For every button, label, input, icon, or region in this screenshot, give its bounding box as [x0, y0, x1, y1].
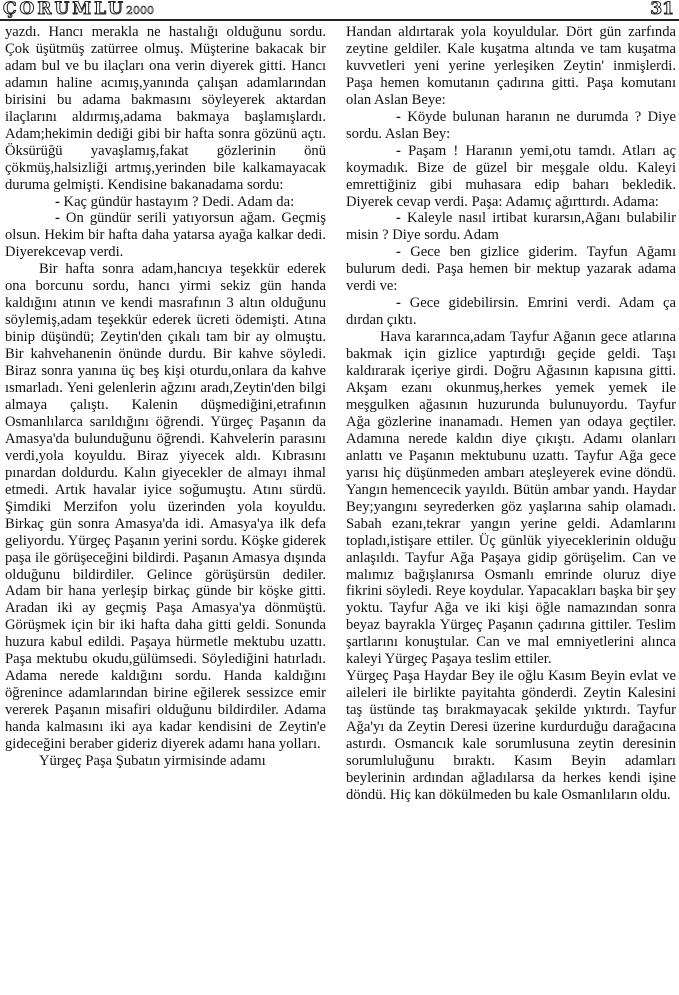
paragraph: Yürgeç Paşa Şubatın yirmisinde adamı [39, 752, 266, 769]
paragraph: Bir hafta sonra adam,hancıya teşekkür ederek ona borcunu sordu, hancı yirmi sekiz gün handa kaldığını atının ve kendi masrafının 3 altın olduğunu söylemiş,adam teşekkür ederek ücreti ödemişti. Atına binip düşündü; Zeytin'den çıkalı tam bir ay olmuştu. Bir kahvehanenin önünde durdu. Bir kahve söyledi. Biraz sonra yanına üç beş kişi oturdu,onlara da kahve ısmarladı. Yeni gelenlerin ağzını aradı,Zeytin'den bilgi almaya çalıştı. Kalenin düşmediğini,etrafının Osmanlılarca sarıldığını öğrendi. Yürgeç Paşanın da Amasya'da bulunduğunu öğrendi. Kahvelerin parasını verdi,yola koyuldu. Biraz yiyecek aldı. Kıbrasını pınardan doldurdu. Kalın giyecekler de almayı ihmal etmedi. Artık havalar iyice soğumuştu. Atını sürdü. Şimdiki Merzifon yolu üzerinden yola koyuldu. Birkaç gün sonra Amasya'da idi. Amasya'ya ilk defa geliyordu. Yürgeç Paşanın yerini sordu. Köşke giderek paşa ile görüşeceğini bildirdi. Paşanın Amasya dışında olduğunu bildirdiler. Gelince görüşürsün dediler. Adam bir hana yerleşip birkaç günde bir köşke gitti. Aradan iki ay geçmiş Paşa Amasya'ya dönmüştü. Görüşmek için bir iki hafta daha gitti geldi. Sonunda huzura kabul edildi. Paşaya hürmetle mektubu uzattı. Paşa mektubu okudu,gülümsedi. Söylediğini hatırladı. Adama nerede kaldığını sordu. Handa kaldığını öğrenince adamlarından birine eğilerek sessizce emir vererek Paşanın misafiri olduğunu bildirdiler. Adama handa kalmasını iki aya kadar kendisini de Zeytin'e gideceğini beraber gideriz diyerek adamı hana yolları. [5, 261, 326, 753]
magazine-title: ÇORUMLU [3, 0, 126, 19]
paragraph: yazdı. Hancı merakla ne hastalığı olduğunu sordu. Çok üşütmüş zatürree olmuş. Müşterine bakacak bir adam bul ve bu ilaçları ona verin diyerek gitti. Hancı adamın haline acımış,yanında çalışan adamlarından birisini bu adama bakmasını söyleyerek aktardan ilaçlarını aldırmış,adama bakmaya başlamışlardı. Adam;hekimin dediği gibi bir hafta sonra gözünü açtı. Öksürüğü yavaşlamış,fakat gözlerinin önü çökmüş,halsizliği artmış,yerinden bile kalkamayacak duruma gelmişti. Kendisine bakanadama sordu: [5, 24, 326, 193]
right-column [346, 24, 676, 804]
dialogue-line: - Kaç gündür hastayım ? Dedi. Adam da: [55, 193, 295, 210]
magazine-year: 2000 [126, 4, 154, 17]
paragraph: Hava kararınca,adam Tayfur Ağanın gece atlarına bakmak için gizlice yaptırdığı geçide geldi. Taşı kaldırarak içeriye girdi. Doğru Ağasının kapısına gitti. Akşam ezanı okunmuş,herkes yemek yemek ile meşgulken ağasının huzurunda bulunuyordu. Tayfur Ağa gözlerine inanamadı. Hemen yan odaya geçtiler. Adamına nerede kaldın diye çıkıştı. Adamı olanları anlattı ve Paşanın mektubunu uzattı. Tayfur Ağa gece yarısı hiç düşünmeden ambarı ateşleyerek evine döndü. Yangın hemencecik yayıldı. Bütün ambar yandı. Haydar Bey;yangını seyrederken göz yaşlarına sahip olamadı. Sabah ezanı,tekrar yangın yerine geldi. Adamlarını topladı,istişare ettiler. Üç günlük yiyeceklerinin olduğu anlaşıldı. Tayfur Ağa Paşaya gidip görüşelim. Can ve malımız bağışlanırsa Osmanlı emrinde oluruz diye fikrini söyledi. Reye koydular. Yapacakları başka bir şey yoktu. Tayfur Ağa ve iki kişi öğle namazından sonra beyaz bayrakla Yürgeç Paşanın çadırına gittiler. Teslim şartlarını konuştular. Can ve mal emniyetlerini alınca kaleyi Yürgeç Paşaya teslim ettiler. [346, 329, 676, 668]
paragraph: Handan aldırtarak yola koyuldular. Dört gün zarfında zeytine geldiler. Kale kuşatma altında ve tam kuşatma kuvvetleri yeni yerine yerleşiken Zeytin' inmişlerdi. Paşa hemen komutanın çadırına gitti. Paşa komutanı olan Aslan Beye: [346, 24, 676, 108]
dialogue-line: - Köyde bulunan haranın ne durumda ? Diye sordu. Aslan Bey: [346, 108, 676, 142]
dialogue-line: - Paşam ! Haranın yemi,otu tamdı. Atları aç koymadık. Bize de güzel bir meşgale oldu. Kaleyi emrettiğiniz gibi muhasara edip baharı bekledik. Diyerek cevap verdi. Paşa: Adamıç ağırttırdı. Adama: [346, 142, 676, 210]
page-number: 31 [650, 0, 674, 19]
left-column [5, 24, 326, 770]
dialogue-line: - Gece ben gizlice giderim. Tayfun Ağamı bulurum dedi. Paşa hemen bir mektup yazarak adama verdi ve: [346, 244, 676, 295]
dialogue-line: - On gündür serili yatıyorsun ağam. Geçmiş olsun. Hekim bir hafta daha yatarsa ayağa kalkar dedi. Diyerekcevap verdi. [5, 210, 326, 261]
dialogue-line: - Kaleyle nasıl irtibat kurarsın,Ağanı bulabilir misin ? Diye sordu. Adam [346, 210, 676, 244]
paragraph: Yürgeç Paşa Haydar Bey ile oğlu Kasım Beyin evlat ve aileleri ile birlikte payitahta gönderdi. Zeytin Kalesini taş üstünde taş bırakmayacak şekilde yıktırdı. Tayfur Ağa'yı da Zeytin Deresi üzerine kurdurduğu darağacına astırdı. Osmancık kale sorumlusuna zeytin deresinin sorumluluğunu bıraktı. Kasım Beyin adamları beylerinin ardından ağladılarsa da herkes kendi işine döndü. Hiç kan dökülmeden bu kale Osmanlıların oldu. [346, 668, 676, 803]
header-rule [0, 19, 679, 21]
page-header [0, 0, 679, 22]
dialogue-line: - Gece gidebilirsin. Emrini verdi. Adam ça dırdan çıktı. [346, 295, 676, 329]
